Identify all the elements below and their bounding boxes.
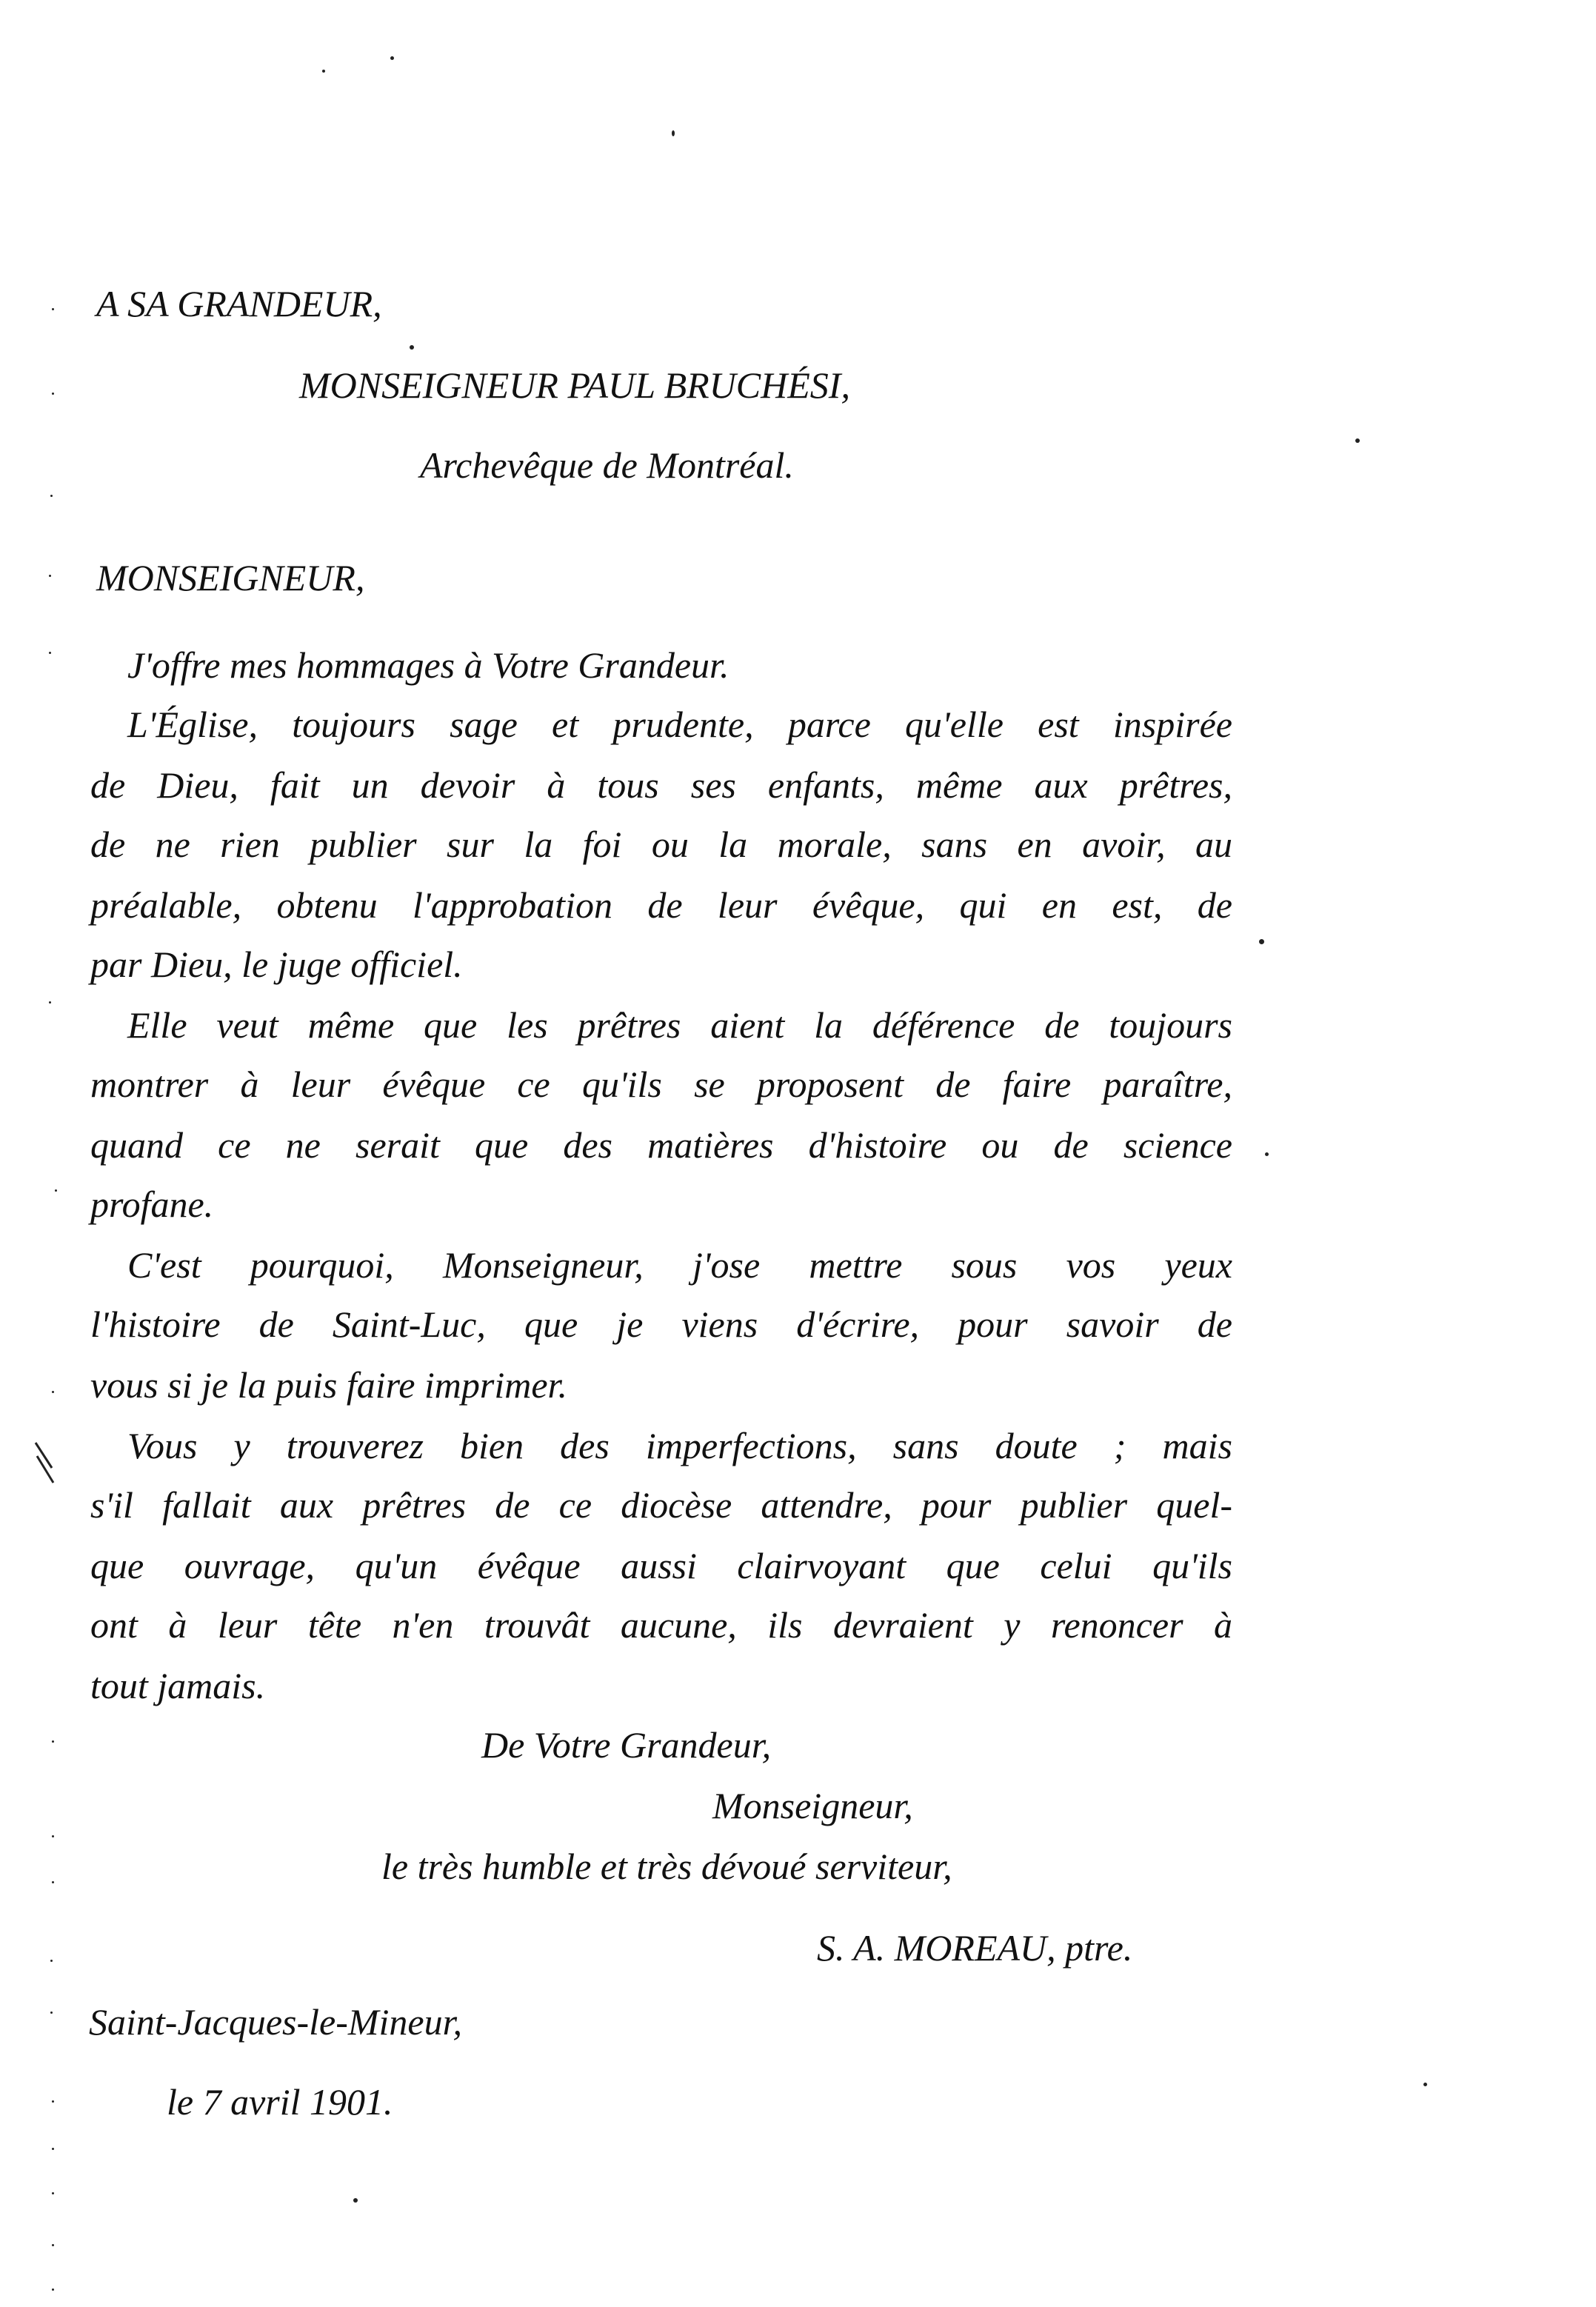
- salutation: MONSEIGNEUR,: [96, 557, 365, 598]
- closing-line-1: De Votre Grandeur,: [481, 1724, 772, 1766]
- body-line: préalable, obtenu l'approbation de leur évêque, qui en est, de: [90, 884, 1232, 926]
- body-line: quand ce ne serait que des matières d'histoire ou de science: [90, 1124, 1232, 1166]
- margin-pencil-mark: [30, 1437, 67, 1496]
- body-line: vous si je la puis faire imprimer.: [90, 1364, 567, 1406]
- address-line-2: MONSEIGNEUR PAUL BRUCHÉSI,: [299, 364, 850, 406]
- body-line: C'est pourquoi, Monseigneur, j'ose mettre sous vos yeux: [127, 1244, 1232, 1286]
- address-line-1: A SA GRANDEUR,: [96, 283, 382, 324]
- date: le 7 avril 1901.: [167, 2081, 393, 2123]
- body-line: Elle veut même que les prêtres aient la déférence de toujours: [127, 1004, 1232, 1046]
- body-line: Vous y trouverez bien des imperfections, sans doute ; mais: [127, 1425, 1232, 1466]
- body-line: par Dieu, le juge officiel.: [90, 944, 463, 985]
- body-line: de ne rien publier sur la foi ou la morale, sans en avoir, au: [90, 824, 1232, 865]
- body-line: tout jamais.: [90, 1665, 266, 1706]
- body-line: s'il fallait aux prêtres de ce diocèse attendre, pour publier quel-: [90, 1484, 1232, 1526]
- address-line-3: Archevêque de Montréal.: [420, 444, 794, 486]
- body-line: de Dieu, fait un devoir à tous ses enfants, même aux prêtres,: [90, 764, 1232, 806]
- closing-line-3: le très humble et très dévoué serviteur,: [381, 1846, 952, 1887]
- body-line: que ouvrage, qu'un évêque aussi clairvoyant que celui qu'ils: [90, 1545, 1232, 1586]
- signature: S. A. MOREAU, ptre.: [817, 1927, 1133, 1969]
- body-line: l'histoire de Saint-Luc, que je viens d'écrire, pour savoir de: [90, 1303, 1232, 1345]
- body-line: profane.: [90, 1183, 214, 1225]
- body-line: J'offre mes hommages à Votre Grandeur.: [127, 644, 729, 686]
- body-line: ont à leur tête n'en trouvât aucune, ils devraient y renoncer à: [90, 1604, 1232, 1646]
- body-line: L'Église, toujours sage et prudente, parce qu'elle est inspirée: [127, 704, 1232, 745]
- body-line: montrer à leur évêque ce qu'ils se proposent de faire paraître,: [90, 1064, 1232, 1105]
- closing-line-2: Monseigneur,: [712, 1785, 913, 1826]
- place: Saint-Jacques-le-Mineur,: [89, 2001, 463, 2043]
